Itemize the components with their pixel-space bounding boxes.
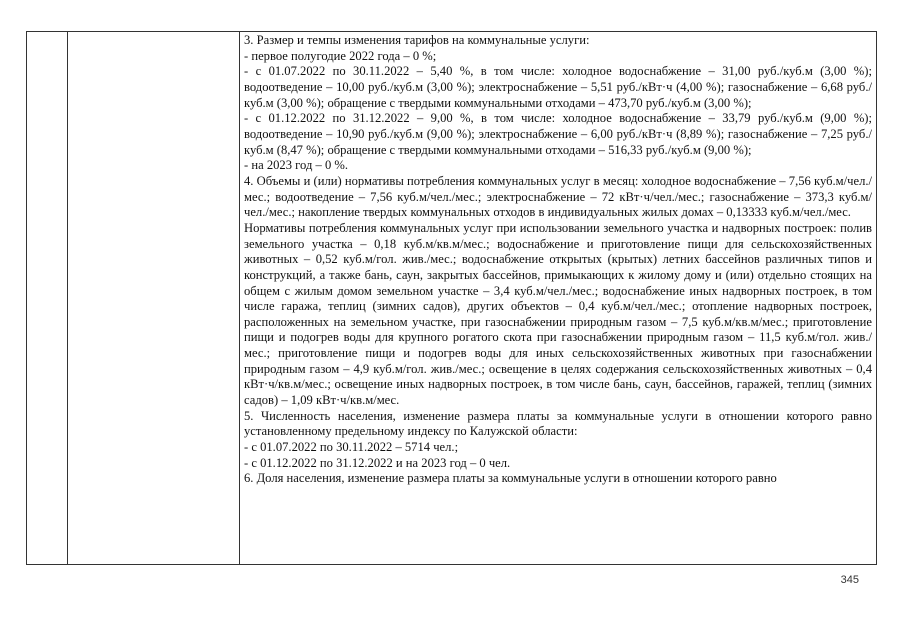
paragraph: 5. Численность населения, изменение размера платы за коммунальные услуги в отношении которого равно установленному предельному индексу по Калужской области:	[244, 408, 872, 439]
paragraph: 3. Размер и темпы изменения тарифов на коммунальные услуги:	[244, 33, 590, 47]
paragraph: - на 2023 год – 0 %.	[244, 158, 349, 173]
paragraph: 6. Доля населения, изменение размера платы за коммунальные услуги в отношении которого равно	[244, 471, 777, 486]
table-cell-name	[68, 32, 240, 565]
paragraph: - с 01.07.2022 по 30.11.2022 – 5714 чел.;	[244, 440, 459, 455]
paragraph: - с 01.07.2022 по 30.11.2022 – 5,40 %, в том числе: холодное водоснабжение – 31,00 руб./куб.м (3,00 %); водоотведение – 10,00 руб./куб.м (3,00 %); электроснабжение – 5,51 руб./кВт·ч (4,00 %); газоснабжение – 6,68 руб./куб.м (3,00 %); обращение с твердыми коммунальными отходами – 473,70 руб./куб.м (3,00 %);	[244, 64, 872, 110]
table-row	[27, 32, 877, 565]
paragraph: - первое полугодие 2022 года – 0 %;	[244, 48, 437, 63]
document-table	[26, 31, 877, 565]
table-cell-number	[27, 32, 68, 565]
paragraph: - с 01.12.2022 по 31.12.2022 – 9,00 %, в том числе: холодное водоснабжение – 33,79 руб./куб.м (9,00 %); водоотведение – 10,90 руб./куб.м (9,00 %); электроснабжение – 6,00 руб./кВт·ч (8,89 %); газоснабжение – 7,25 руб./куб.м (8,47 %); обращение с твердыми коммунальными отходами – 516,33 руб./куб.м (9,00 %);	[244, 111, 872, 157]
paragraph: Нормативы потребления коммунальных услуг при использовании земельного участка и надворных построек: полив земельного участка – 0,18 куб.м/кв.м/мес.; водоснабжение и приготовление пищи для сельскохозяйственных животных – 0,52 куб.м/гол. жив./мес.; водоснабжение открытых (крытых) летних бассейнов различных типов и конструкций, а также бань, саун, закрытых бассейнов, примыкающих к жилому дому и (или) отдельно стоящих на общем с жилым домом земельном участке – 3,4 куб.м/чел./мес.; водоснабжение иных надворных построек, в том числе гаража, теплиц (зимних садов), других объектов – 0,4 куб.м/чел./мес.; отопление надворных построек, расположенных на земельном участке, при газоснабжении природным газом – 7,5 куб.м/кв.м/мес.; приготовление пищи и подогрев воды для крупного рогатого скота при газоснабжении природным газом – 11,5 куб.м/гол. жив./мес.; приготовление пищи и подогрев воды для иных сельскохозяйственных животных при газоснабжении природным газом – 4,9 куб.м/гол. жив./мес.; освещение в целях содержания сельскохозяйственных животных – 0,4 кВт·ч/кв.м/мес.; освещение иных надворных построек, в том числе бань, саун, бассейнов, гаражей, теплиц (зимних садов) – 1,09 кВт·ч/кв.м/мес.	[244, 220, 872, 408]
cell-text	[240, 32, 876, 487]
page-number: 345	[840, 574, 859, 586]
paragraph: 4. Объемы и (или) нормативы потребления коммунальных услуг в месяц: холодное водоснабжение – 7,56 куб.м/чел./мес.; водоотведение – 7,56 куб.м/чел./мес.; электроснабжение – 72 кВт·ч/чел./мес.; газоснабжение – 373,3 куб.м/чел./мес.; накопление твердых коммунальных отходов в индивидуальных жилых домах – 0,13333 куб.м/чел./мес.	[244, 173, 872, 220]
paragraph: - с 01.12.2022 по 31.12.2022 и на 2023 год – 0 чел.	[244, 455, 511, 470]
table-cell-content	[240, 32, 877, 565]
